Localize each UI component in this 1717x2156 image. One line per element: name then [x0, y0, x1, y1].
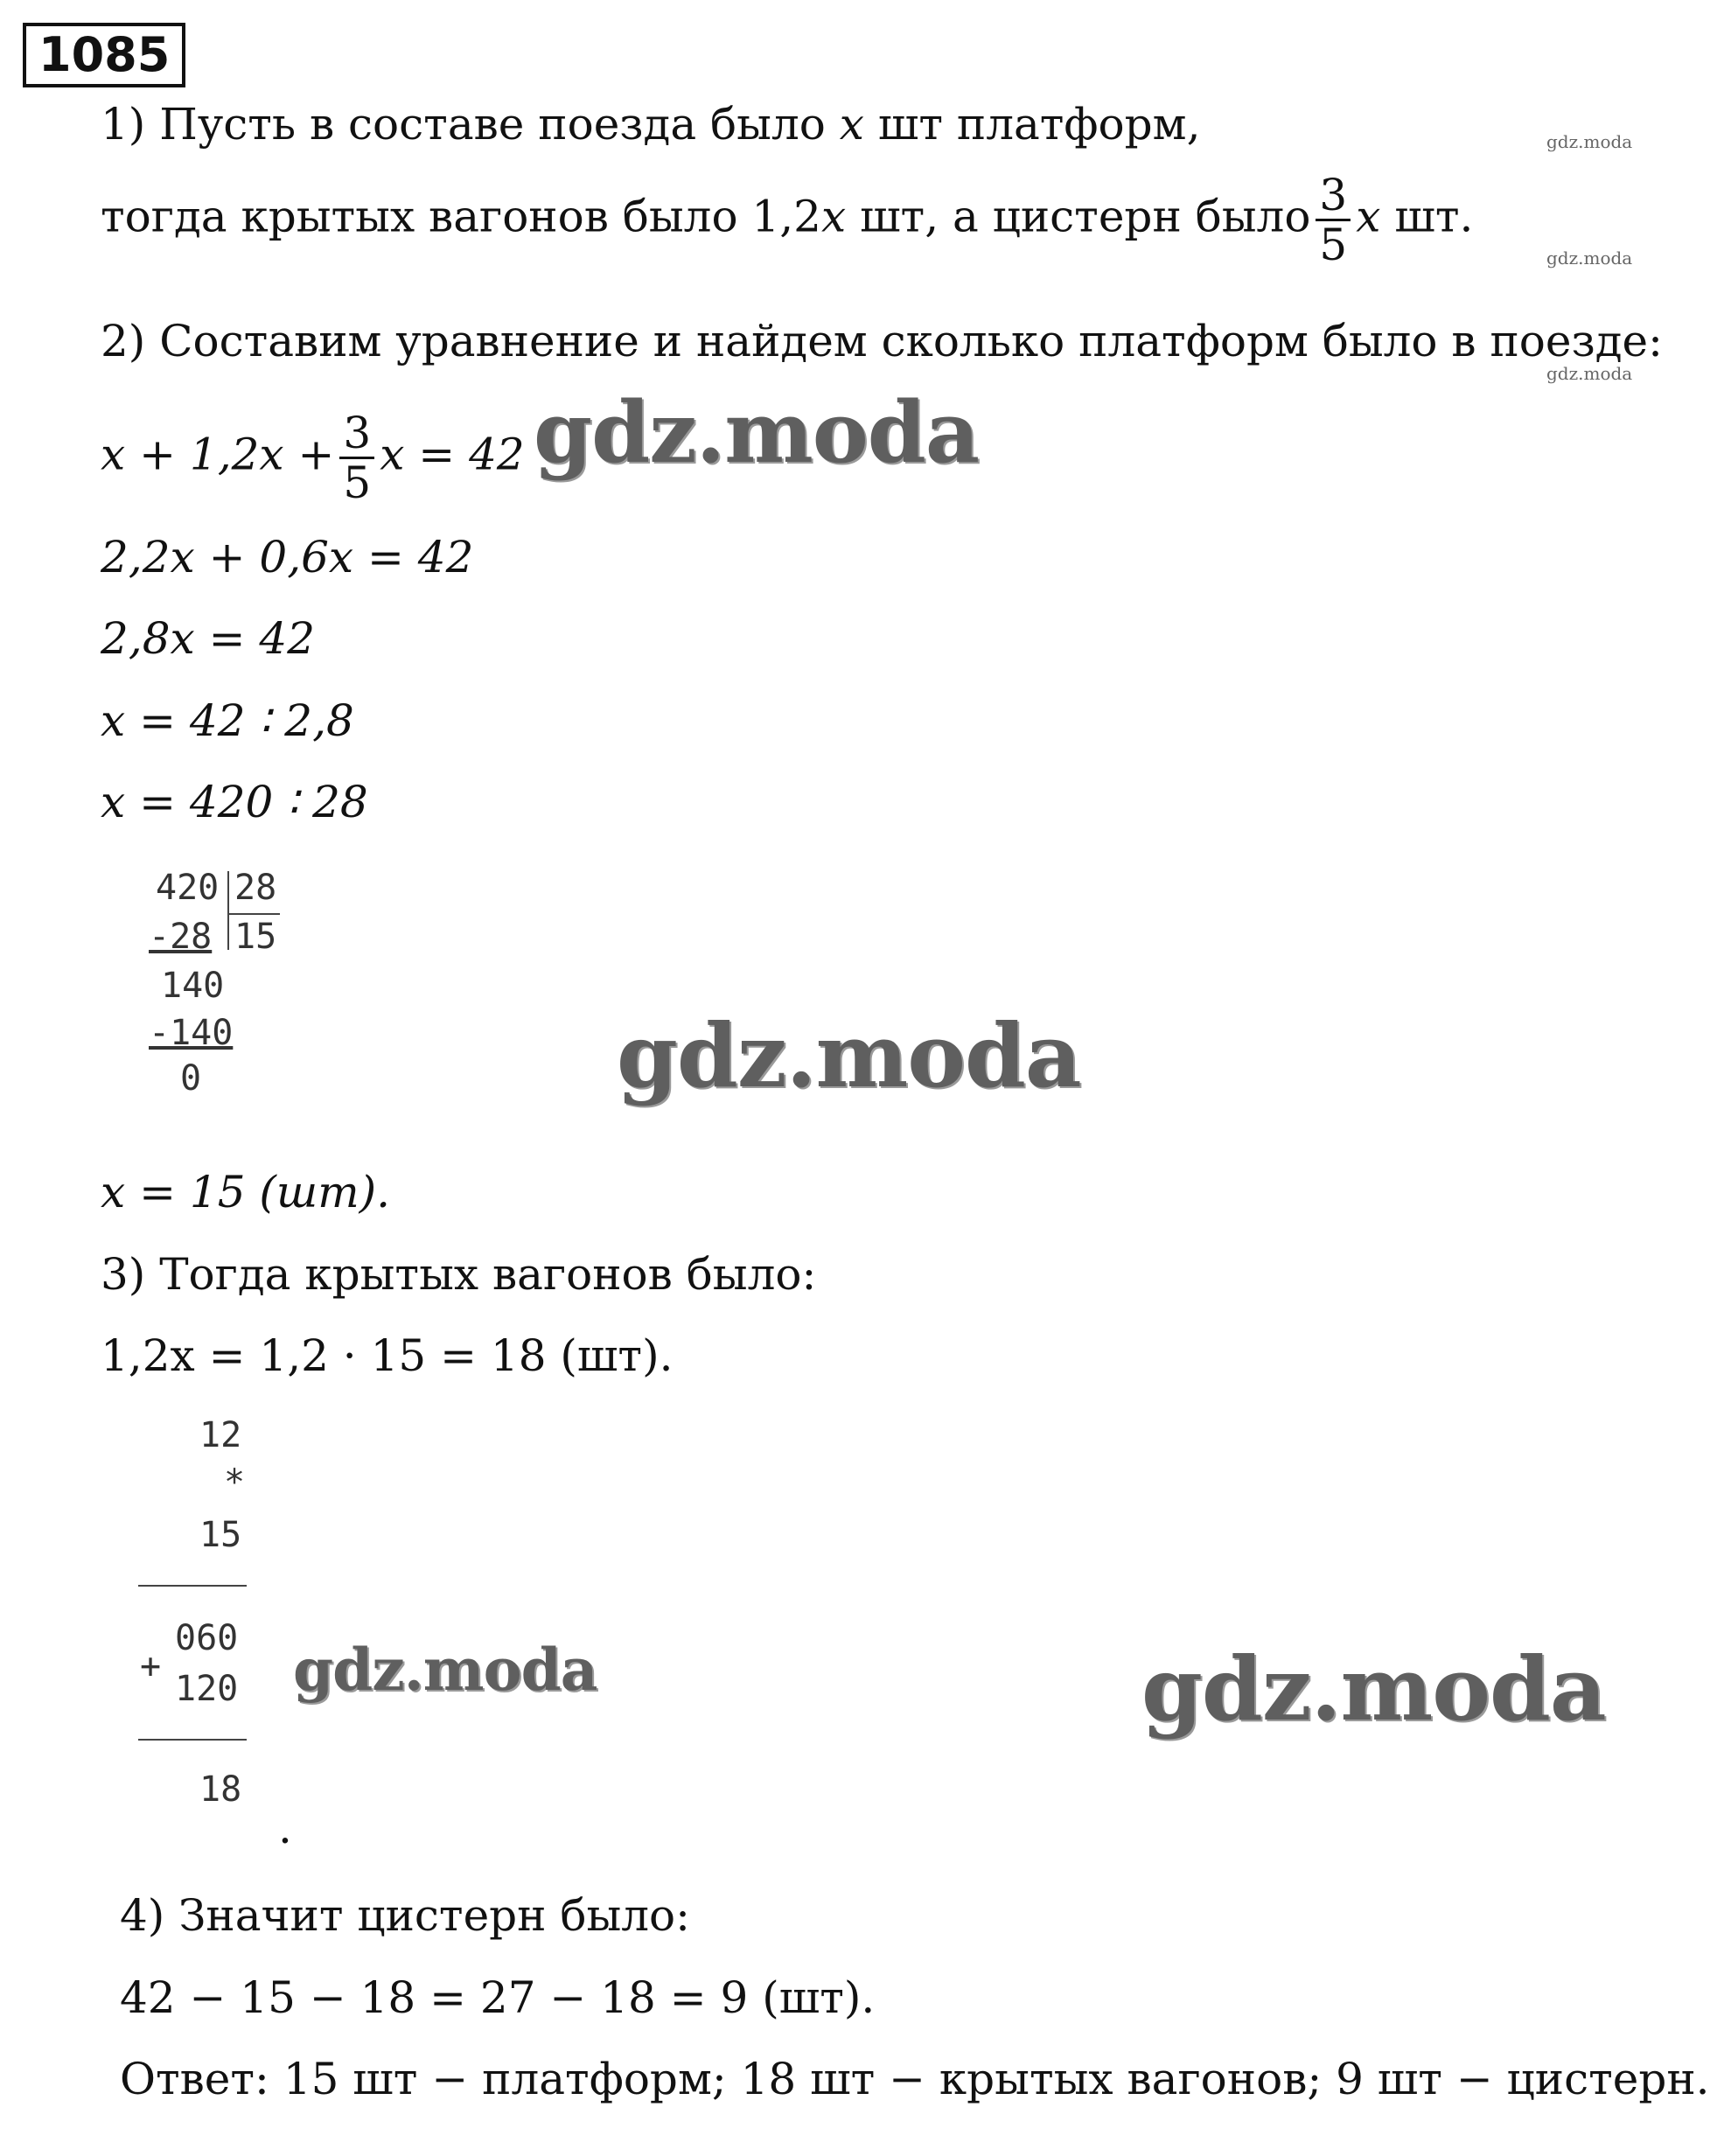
division-dividend: 420	[156, 868, 220, 908]
division-sub2: -140	[149, 1013, 234, 1053]
step1-line2: тогда крытых вагонов было 1,2x шт, а цистерн было $\frac{3}{5}$ x шт.	[101, 170, 1474, 270]
mult-line-1	[138, 1585, 247, 1587]
task-number: 1085	[23, 23, 185, 87]
answer: Ответ: 15 шт − платформ; 18 шт − крытых вагонов; 9 шт − цистерн.	[120, 2054, 1710, 2104]
watermark-small: gdz.moda	[1546, 248, 1633, 269]
step3-equation: 1,2x = 1,2 · 15 = 18 (шт).	[101, 1330, 674, 1381]
mult-partial-1: 060	[175, 1618, 239, 1658]
step3-title: 3) Тогда крытых вагонов было:	[101, 1249, 817, 1300]
division-sub1: -28	[149, 917, 213, 957]
division-divisor: 28	[234, 868, 277, 908]
division-bar-vertical	[227, 871, 229, 950]
mult-partial-2: 120	[175, 1669, 239, 1709]
division-rem1: 140	[161, 966, 225, 1006]
mult-a: 12	[199, 1415, 242, 1455]
watermark-large: gdz.moda	[617, 1004, 1081, 1107]
watermark-large: gdz.moda	[1141, 1637, 1606, 1741]
equation-1: x + 1,2x + $\frac{3}{5}$ x = 42	[101, 408, 525, 508]
step2-title: 2) Составим уравнение и найдем сколько платформ было в поезде:	[101, 316, 1663, 366]
watermark-large: gdz.moda	[534, 383, 980, 482]
equation-4: x = 42 ∶ 2,8	[101, 695, 354, 746]
equation-result: x = 15 (шт).	[101, 1167, 391, 1218]
step1-line1: 1) Пусть в составе поезда было x шт платформ,	[101, 99, 1201, 150]
mult-line-2	[138, 1739, 247, 1741]
mult-b: 15	[199, 1515, 242, 1555]
equation-5: x = 420 ∶ 28	[101, 777, 368, 827]
division-rem2: 0	[180, 1058, 202, 1099]
equation-2: 2,2x + 0,6x = 42	[101, 532, 474, 583]
mult-dot: .	[278, 1803, 292, 1853]
fraction-three-fifths: $\frac{3}{5}$	[1316, 171, 1351, 269]
watermark-small: gdz.moda	[1546, 363, 1633, 384]
mult-plus: +	[140, 1646, 162, 1686]
watermark-medium: gdz.moda	[293, 1636, 597, 1704]
fraction-three-fifths: $\frac{3}{5}$	[339, 409, 374, 506]
division-bar-horizontal	[227, 913, 280, 915]
step4-title: 4) Значит цистерн было:	[120, 1890, 691, 1941]
mult-operator: *	[224, 1462, 246, 1503]
watermark-small: gdz.moda	[1546, 131, 1633, 152]
equation-3: 2,8x = 42	[101, 613, 316, 664]
division-quotient: 15	[234, 917, 277, 957]
mult-result: 18	[199, 1769, 242, 1810]
step4-equation: 42 − 15 − 18 = 27 − 18 = 9 (шт).	[120, 1972, 876, 2023]
